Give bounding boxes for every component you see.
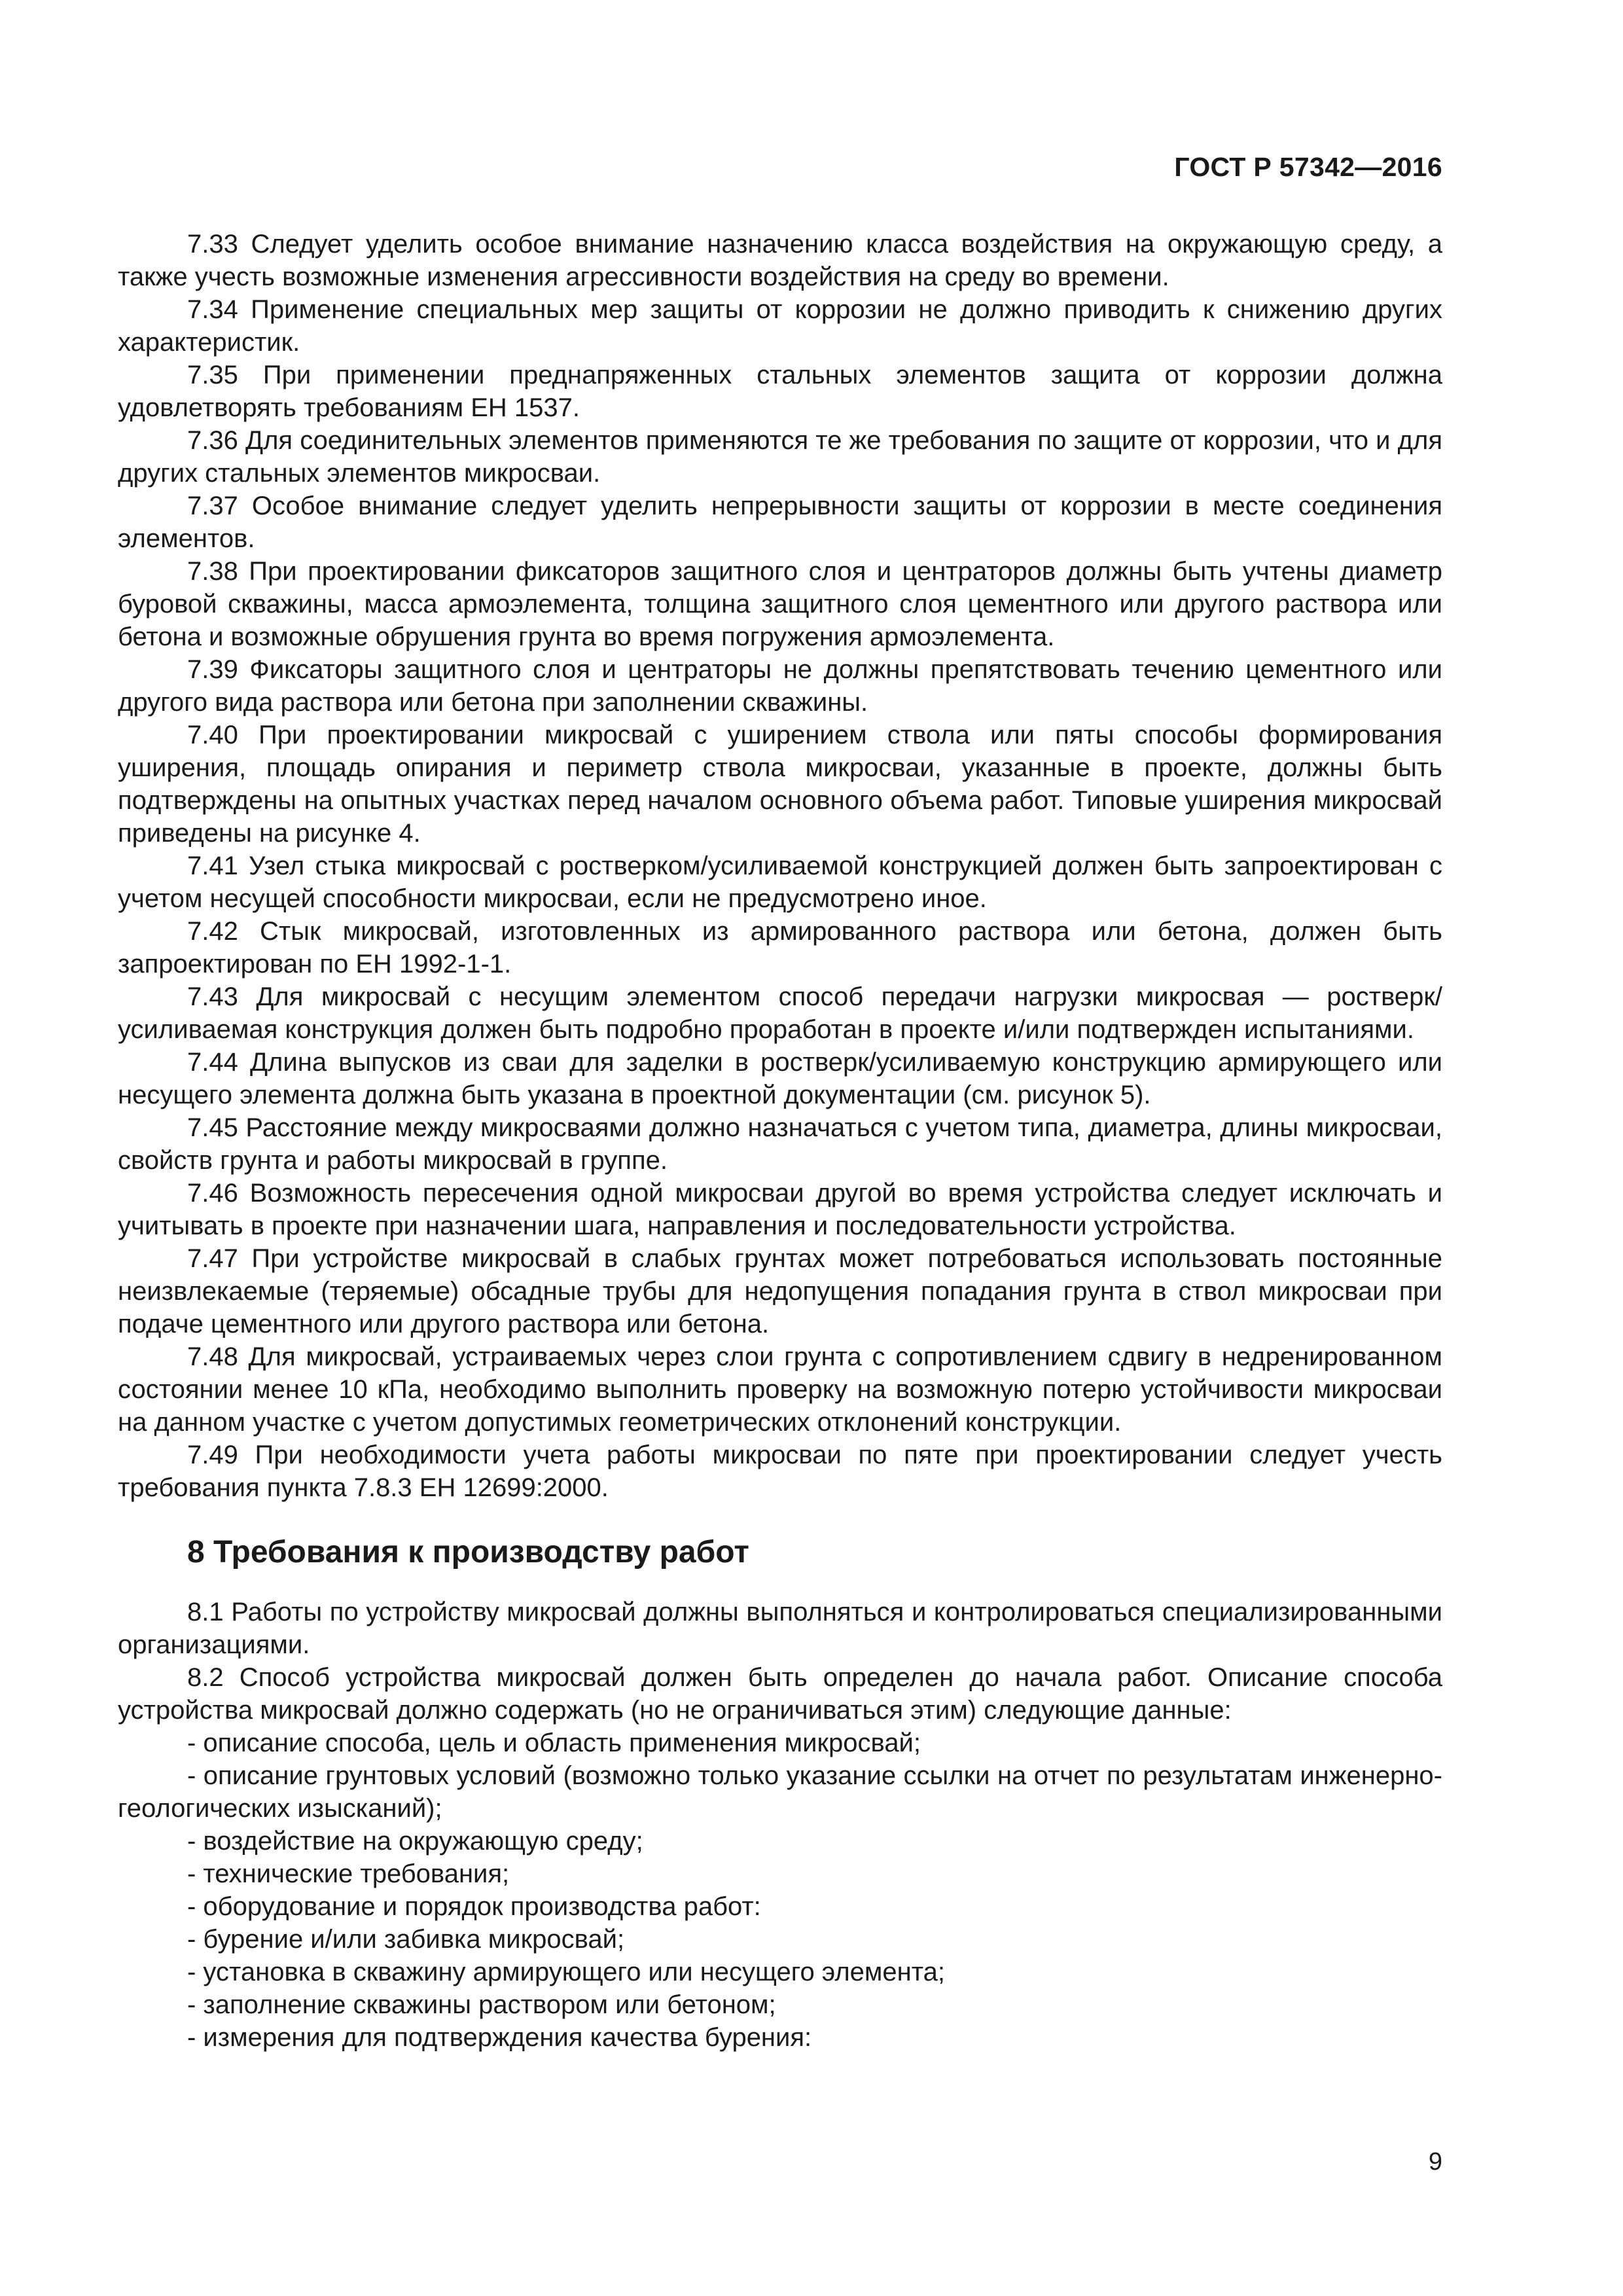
list-item: - воздействие на окружающую среду;: [187, 1827, 643, 1856]
paragraph-7-33: 7.33 Следует уделить особое внимание назначению класса воздействия на окружающую среду, а также учесть возможные изменения агрессивности воздействия на среду во времени.: [118, 230, 1442, 291]
list-item: - измерения для подтверждения качества бурения:: [187, 2023, 812, 2052]
list-item: - заполнение скважины раствором или бетоном;: [187, 1990, 776, 2019]
document-page: [118, 0, 1442, 2296]
section-8-heading: 8 Требования к производству работ: [187, 1535, 749, 1570]
paragraph-7-39: 7.39 Фиксаторы защитного слоя и центраторы не должны препятствовать течению цементного или другого вида раствора или бетона при заполнении скважины.: [118, 655, 1442, 717]
standard-header: ГОСТ Р 57342—2016: [1174, 152, 1442, 182]
list-item: - бурение и/или забивка микросвай;: [187, 1925, 625, 1954]
paragraph-7-38: 7.38 При проектировании фиксаторов защитного слоя и центраторов должны быть учтены диаметр буровой скважины, масса армоэлемента, толщина защитного слоя цементного или другого раствора или бетона и возможные обрушения грунта во время погружения армоэлемента.: [118, 557, 1442, 651]
paragraph-8-2: 8.2 Способ устройства микросвай должен быть определен до начала работ. Описание способа устройства микросвай должно содержать (но не ограничиваться этим) следующие данные:: [118, 1663, 1442, 1725]
paragraph-7-42: 7.42 Стык микросвай, изготовленных из армированного раствора или бетона, должен быть запроектирован по ЕН 1992-1-1.: [118, 917, 1442, 978]
paragraph-7-37: 7.37 Особое внимание следует уделить непрерывности защиты от коррозии в месте соединения элементов.: [118, 492, 1442, 553]
paragraph-7-47: 7.47 При устройстве микросвай в слабых грунтах может потребоваться использовать постоянные неизвлекаемые (теряемые) обсадные трубы для недопущения попадания грунта в ствол микросваи при подаче цементного или другого раствора или бетона.: [118, 1244, 1442, 1338]
paragraph-7-46: 7.46 Возможность пересечения одной микросваи другой во время устройства следует исключать и учитывать в проекте при назначении шага, направления и последовательности устройства.: [118, 1179, 1442, 1240]
paragraph-7-36: 7.36 Для соединительных элементов применяются те же требования по защите от коррозии, что и для других стальных элементов микросваи.: [118, 426, 1442, 488]
list-item: - оборудование и порядок производства работ:: [187, 1892, 761, 1921]
paragraph-7-40: 7.40 При проектировании микросвай с уширением ствола или пяты способы формирования уширения, площадь опирания и периметр ствола микросваи, указанные в проекте, должны быть подтверждены на опытных участках перед началом основного объема работ. Типовые уширения микросвай приведены на рисунке 4.: [118, 721, 1442, 848]
paragraph-7-49: 7.49 При необходимости учета работы микросваи по пяте при проектировании следует учесть требования пункта 7.8.3 ЕН 12699:2000.: [118, 1441, 1442, 1502]
page-number: 9: [1428, 2148, 1442, 2176]
paragraph-7-45: 7.45 Расстояние между микросваями должно назначаться с учетом типа, диаметра, длины микросваи, свойств грунта и работы микросвай в группе.: [118, 1113, 1442, 1175]
list-item: - описание грунтовых условий (возможно только указание ссылки на отчет по результатам инженерно-геологических изысканий);: [118, 1761, 1442, 1823]
paragraph-7-43: 7.43 Для микросвай с несущим элементом способ передачи нагрузки микросвая — ростверк/усиливаемая конструкция должен быть подробно проработан в проекте и/или подтвержден испытаниями.: [118, 982, 1442, 1044]
list-item: - технические требования;: [187, 1859, 510, 1888]
paragraph-7-34: 7.34 Применение специальных мер защиты от коррозии не должно приводить к снижению других характеристик.: [118, 295, 1442, 357]
paragraph-8-1: 8.1 Работы по устройству микросвай должны выполняться и контролироваться специализированными организациями.: [118, 1598, 1442, 1659]
document-body: [118, 228, 1442, 2054]
paragraph-7-44: 7.44 Длина выпусков из сваи для заделки в ростверк/усиливаемую конструкцию армирующего или несущего элемента должна быть указана в проектной документации (см. рисунок 5).: [118, 1048, 1442, 1109]
paragraph-7-41: 7.41 Узел стыка микросвай с ростверком/усиливаемой конструкцией должен быть запроектирован с учетом несущей способности микросваи, если не предусмотрено иное.: [118, 852, 1442, 913]
list-item: - описание способа, цель и область применения микросвай;: [187, 1729, 921, 1757]
list-item: - установка в скважину армирующего или несущего элемента;: [187, 1958, 945, 1986]
paragraph-7-48: 7.48 Для микросвай, устраиваемых через слои грунта с сопротивлением сдвигу в недренированном состоянии менее 10 кПа, необходимо выполнить проверку на возможную потерю устойчивости микросваи на данном участке с учетом допустимых геометрических отклонений конструкции.: [118, 1342, 1442, 1437]
paragraph-7-35: 7.35 При применении преднапряженных стальных элементов защита от коррозии должна удовлетворять требованиям ЕН 1537.: [118, 361, 1442, 422]
